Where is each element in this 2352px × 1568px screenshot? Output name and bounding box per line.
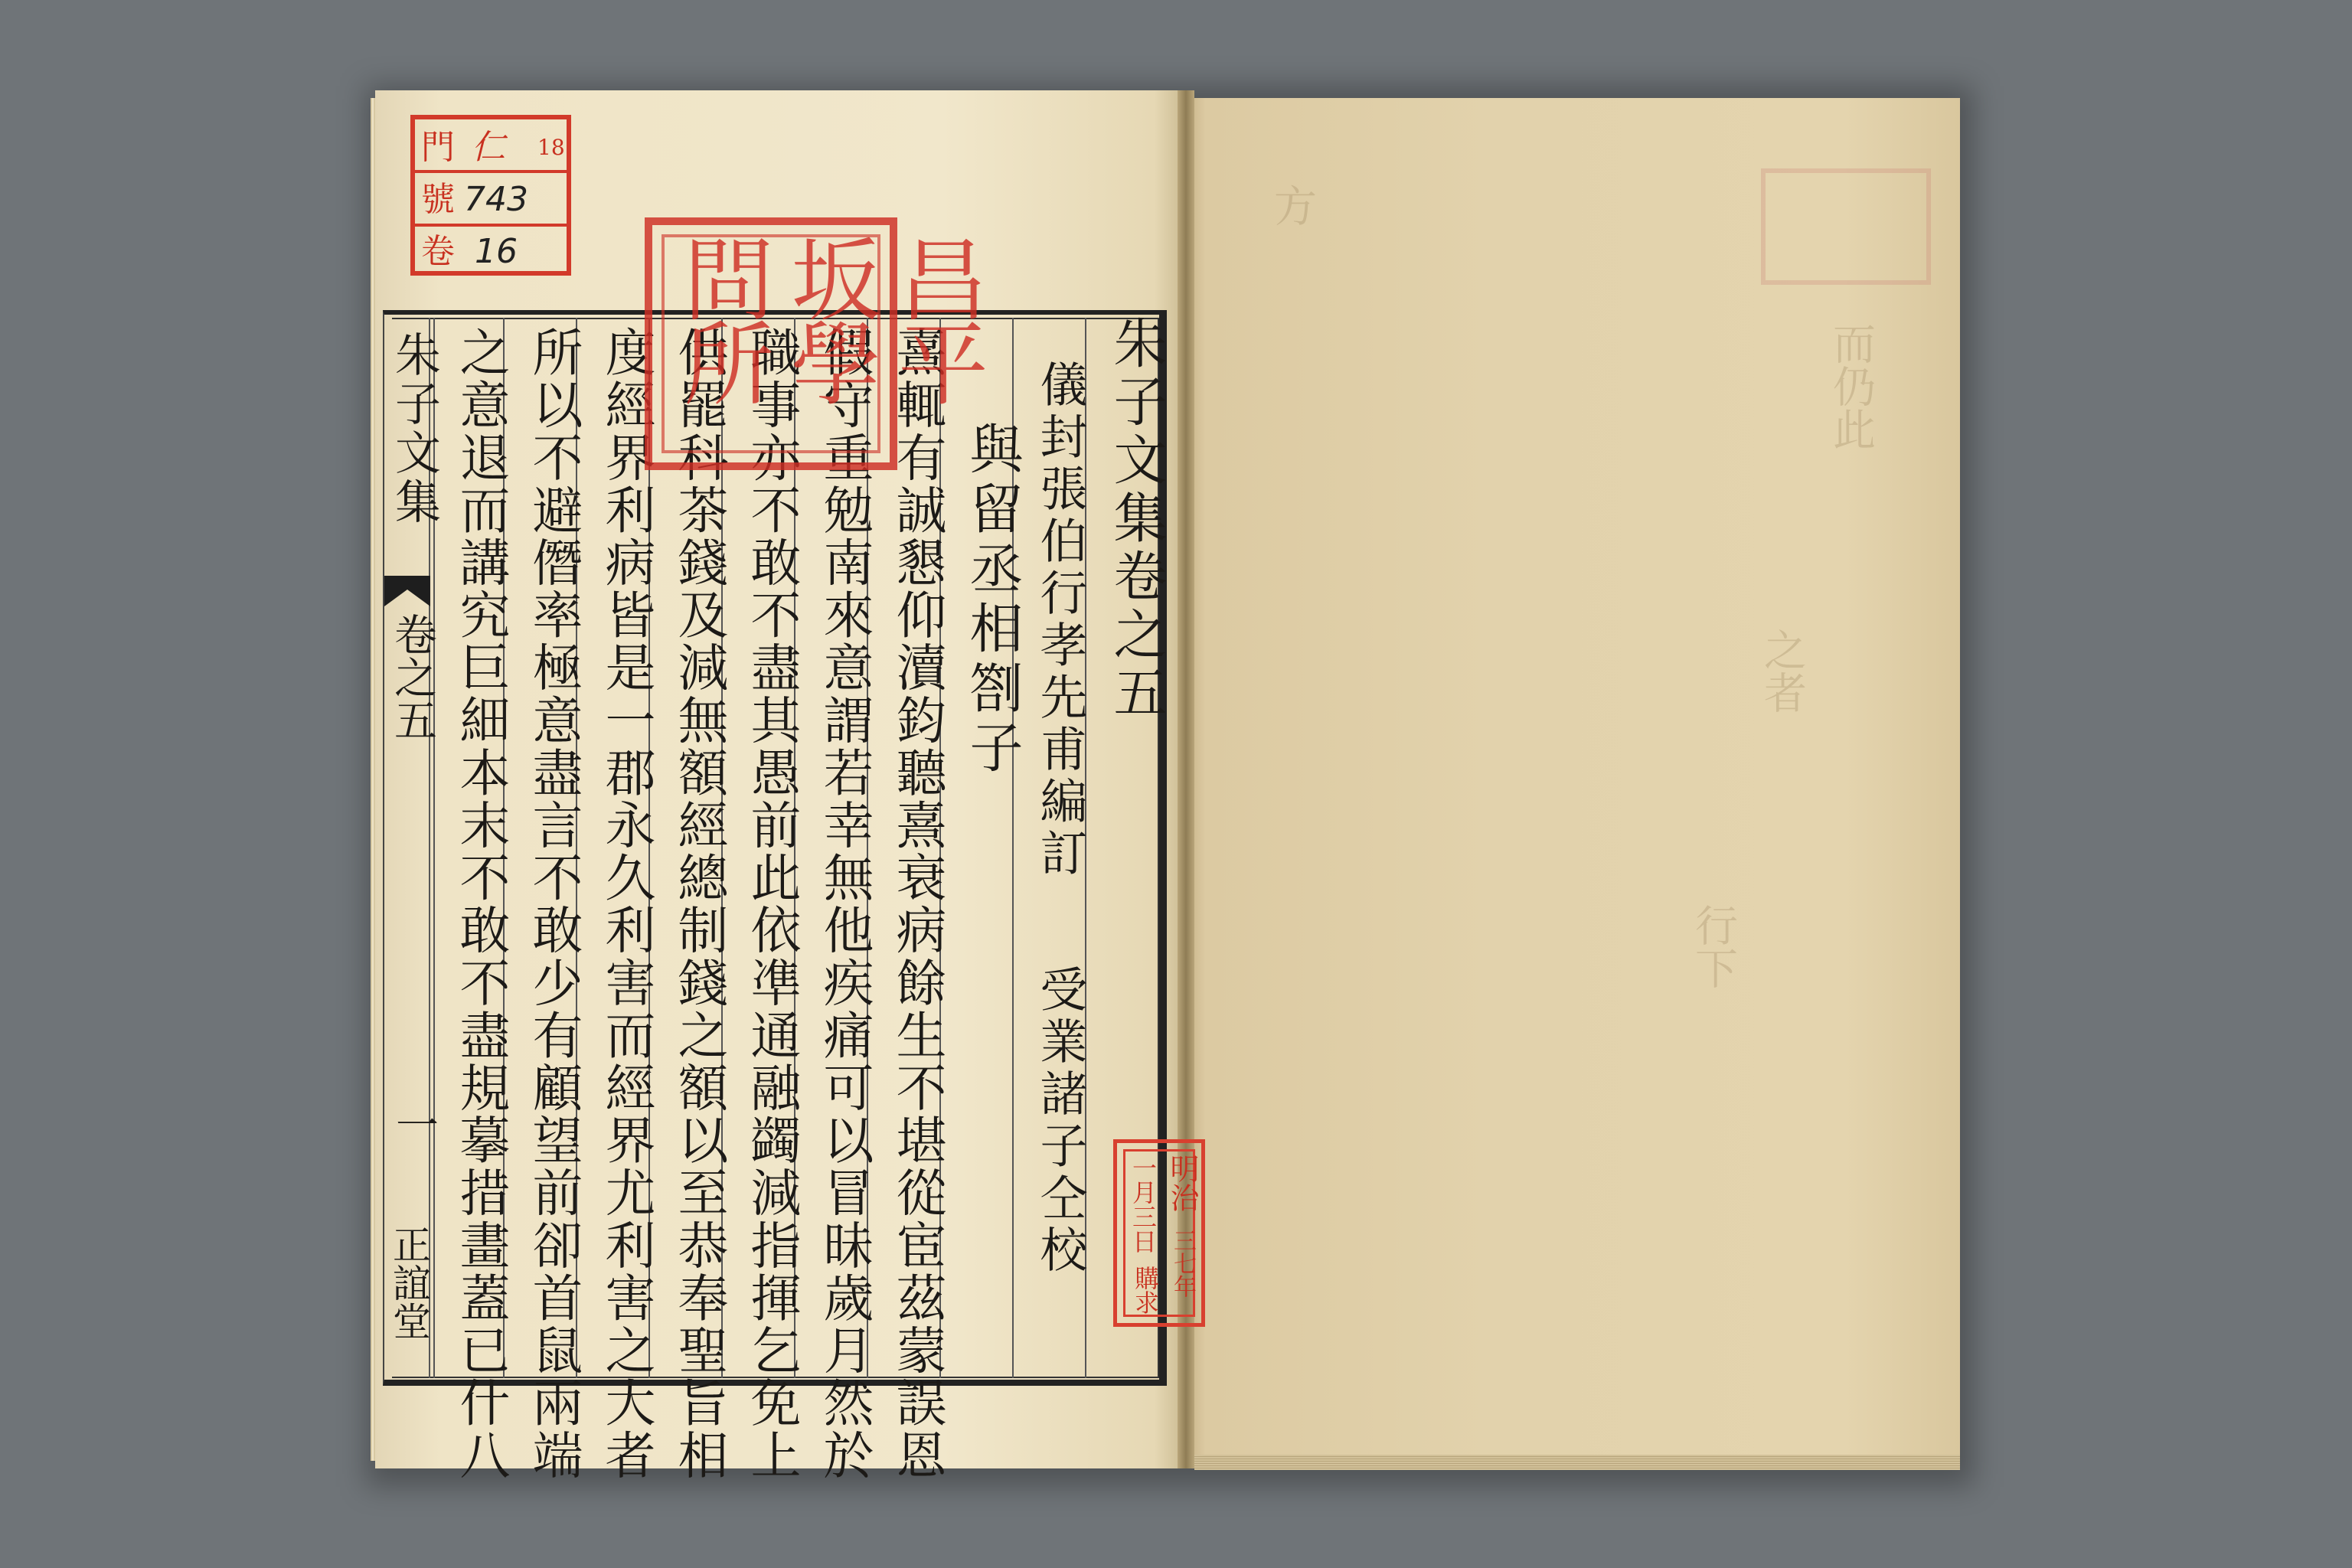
seal-label: 號: [421, 180, 455, 219]
seal-label: 門: [421, 128, 455, 167]
collator-line: 受業諸子仝校: [1032, 965, 1088, 1277]
banxin-leaf-number: 一: [389, 1102, 439, 1145]
seal-label: 卷: [421, 232, 455, 271]
banxin-volume: 卷之五: [387, 612, 437, 741]
body-column: 熹輒有誠懇仰瀆鈞聽熹衰病餘生不堪從宦茲蒙誤恩: [887, 326, 946, 1482]
show-through-column: 行下: [1688, 903, 1738, 989]
banxin-title: 朱子文集: [387, 331, 441, 527]
seal-month-day: 一月三日: [1129, 1155, 1158, 1253]
show-through-stamp: [1761, 168, 1931, 285]
seal-year: 三七年: [1169, 1229, 1196, 1298]
acquisition-date-seal: [1113, 1139, 1205, 1327]
library-seal-text: 昌平坂學問所: [668, 233, 988, 401]
library-seal: [645, 217, 988, 470]
seal-value: 仁: [472, 128, 505, 167]
body-column: 所以不避僭率極意盡言不敢少有顧望前卻首鼠兩端: [524, 326, 583, 1482]
body-column: 度經界利病皆是一郡永久利害而經界尤利害之大者: [596, 326, 655, 1482]
banxin-publisher: 正誼堂: [387, 1225, 431, 1340]
seal-value-extra: 18: [537, 135, 565, 160]
seal-value: 743: [464, 180, 528, 219]
body-column: 假守重勉南來意謂若幸無他疾痛可以冒昧歲月然於: [815, 326, 874, 1482]
body-column: 職事亦不敢不盡其愚前此依凖通融蠲減指揮乞免上: [742, 326, 801, 1482]
show-through-column: 之者: [1757, 628, 1807, 714]
article-title: 與留丞相劄子: [961, 421, 1024, 779]
show-through-column: 而仍此: [1826, 322, 1876, 450]
editor-line: 儀封張伯行孝先甫編訂: [1032, 360, 1088, 880]
body-column: 供罷科茶錢及減無額經總制錢之額以至恭奉聖旨相: [669, 326, 728, 1482]
show-through-column: 方: [1267, 184, 1317, 227]
seal-era: 明治: [1165, 1154, 1199, 1212]
seal-value: 16: [475, 232, 518, 271]
right-page: [1182, 98, 1960, 1468]
seal-note: 購求: [1131, 1266, 1160, 1315]
right-page-edge: [1194, 1455, 1960, 1470]
volume-heading: 朱子文集卷之五: [1105, 315, 1168, 723]
collection-number-seal: [410, 115, 571, 276]
body-column: 之意退而講究巨細本末不敢不盡規摹措畫蓋已什八: [451, 326, 510, 1482]
